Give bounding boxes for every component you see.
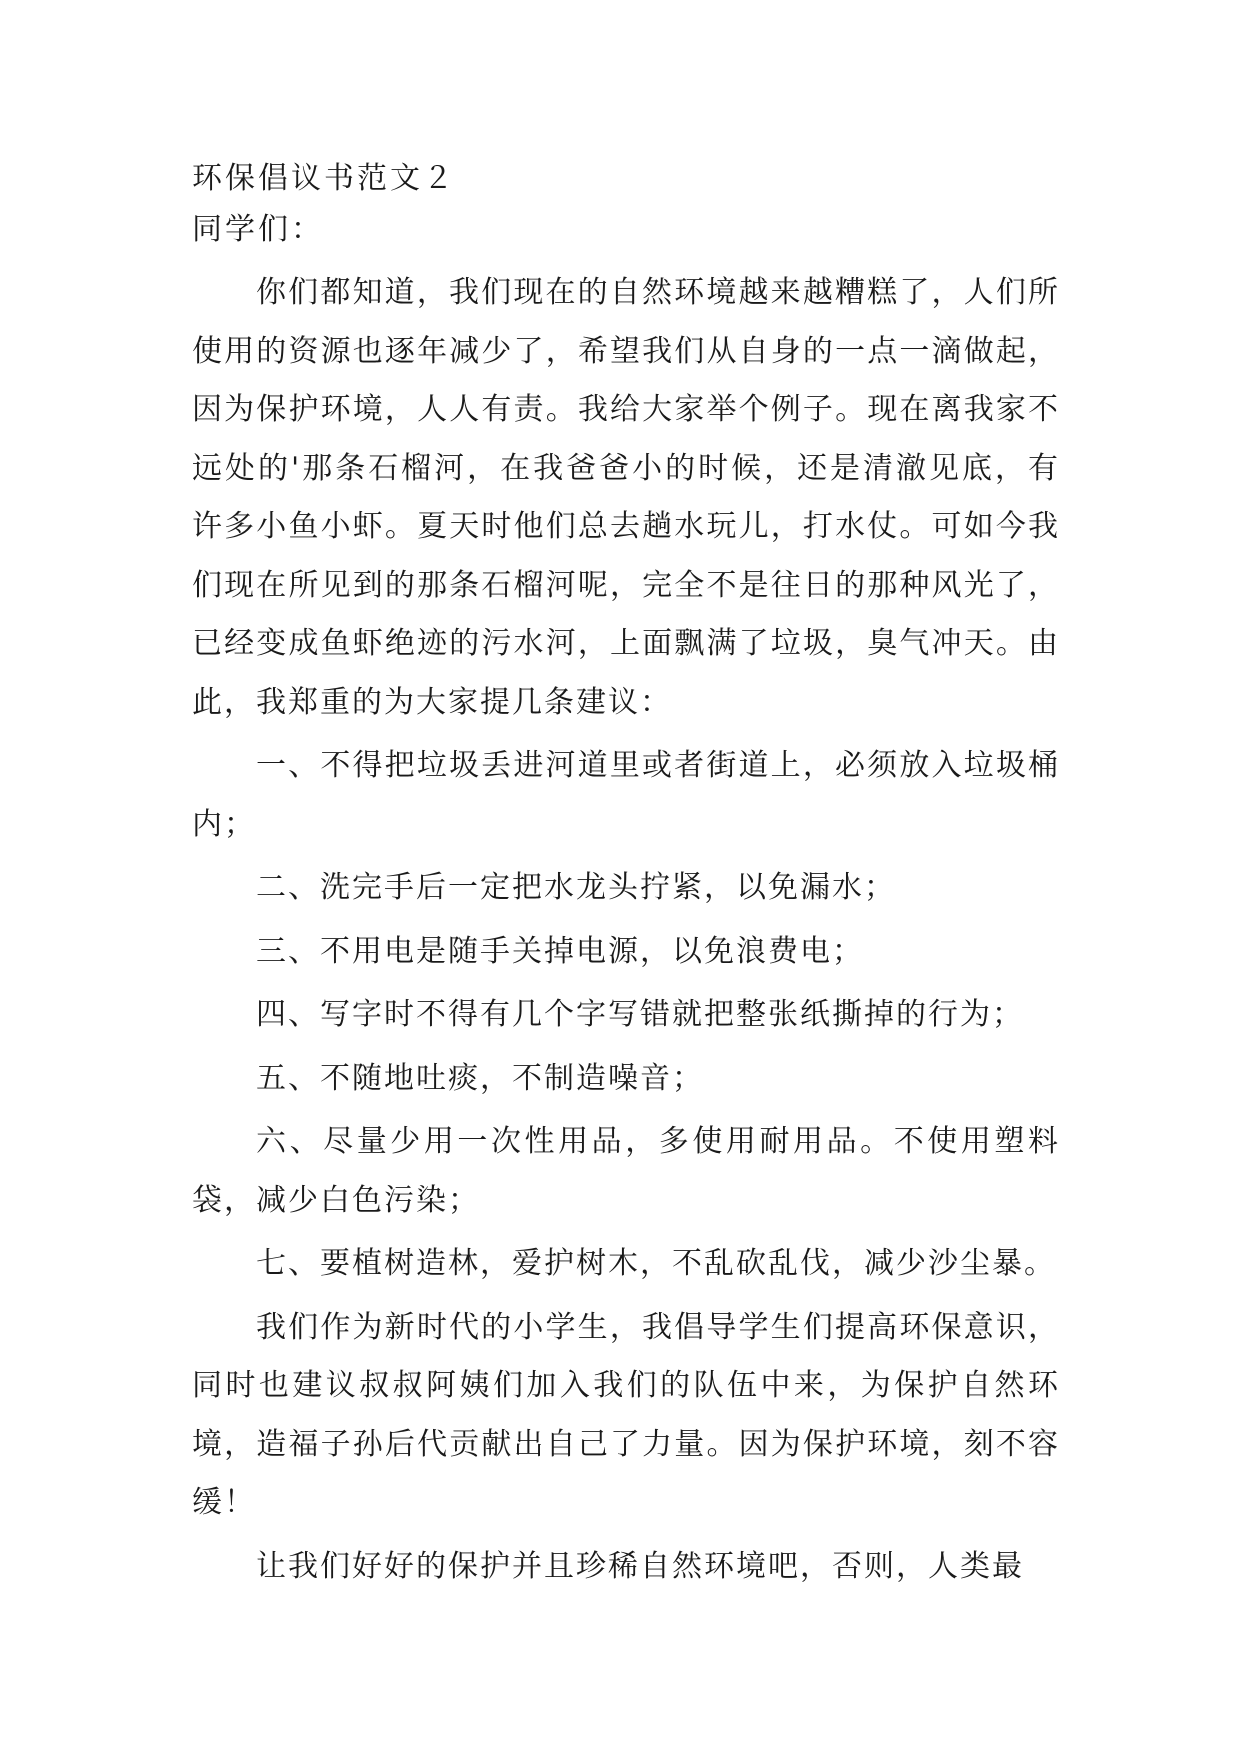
document-page [192, 160, 1060, 1601]
suggestion-item: 四、写字时不得有几个字写错就把整张纸撕掉的行为； [256, 997, 1024, 1032]
suggestion-item: 七、要植树造林，爱护树木，不乱砍乱伐，减少沙尘暴。 [256, 1246, 1056, 1281]
document-title: 环保倡议书范文２ [192, 161, 456, 196]
suggestion-item: 五、不随地吐痰，不制造噪音； [256, 1060, 704, 1096]
suggestion-item: 三、不用电是随手关掉电源，以免浪费电； [256, 933, 864, 969]
suggestion-item: 一、不得把垃圾丢进河道里或者街道上，必须放入垃圾桶内； [192, 748, 1060, 842]
paragraph: 你们都知道，我们现在的自然环境越来越糟糕了，人们所使用的资源也逐年减少了，希望我们从自身的一点一滴做起，因为保护环境，人人有责。我给大家举个例子。现在离我家不远处的'那条石榴河，在我爸爸小的时候，还是清澈见底，有许多小鱼小虾。夏天时他们总去趟水玩儿，打水仗。可如今我们现在所见到的那条石榴河呢，完全不是往日的那种风光了，已经变成鱼虾绝迹的污水河，上面飘满了垃圾，臭气冲天。由此，我郑重的为大家提几条建议： [192, 275, 1060, 720]
suggestion-item: 二、洗完手后一定把水龙头拧紧，以免漏水； [256, 870, 896, 905]
suggestion-item: 六、尽量少用一次性用品，多使用耐用品。不使用塑料袋，减少白色污染； [192, 1124, 1060, 1218]
paragraph: 让我们好好的保护并且珍稀自然环境吧，否则，人类最 [256, 1548, 1024, 1584]
paragraph: 我们作为新时代的小学生，我倡导学生们提高环保意识，同时也建议叔叔阿姨们加入我们的队伍中来，为保护自然环境，造福子孙后代贡献出自己了力量。因为保护环境，刻不容缓！ [192, 1309, 1060, 1520]
salutation: 同学们： [192, 212, 324, 247]
